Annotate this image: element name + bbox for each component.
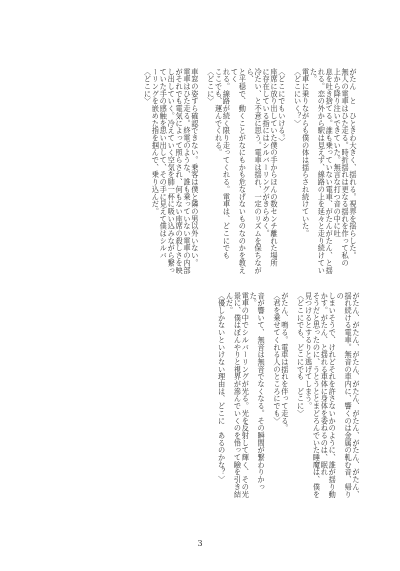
- text-line: れる。恋の外から駅は見えず、線路の上を延々と走り続けていた。: [309, 68, 327, 274]
- text-line: し出していく。冷えていく空気を肺一杯に吸い込みながら繋っ: [167, 68, 177, 274]
- text-line: がたん、がたん、がたん、がたん、がたん、がたん、がたん、: [352, 292, 361, 498]
- text-line: れる。線路が続く限り走ってくれる。電車は、どこにでも: [222, 68, 232, 260]
- text-line: 息を吐き捨てる。誰も乗っていない電車、がたんがたん、と揺: [325, 68, 335, 274]
- text-line: と平穏で、動くことがなにもかも危なげないものなのかを教えてく: [230, 68, 248, 274]
- text-line: 音が響いて、無音は無音でなくなる。その瞬間が繋わりかった。: [249, 292, 267, 491]
- dialogue-line: 〈どこにいく？〉: [293, 68, 303, 127]
- dialogue-line: 〈どこにでも、どこにでも どこに〉: [296, 292, 306, 417]
- text-line: 車窓の姿すら確認できない。乗客は僕と隣の男以外いない。: [190, 68, 200, 267]
- text-line: そうだと思ったのに、うとうととまどろんでいた睡魔は、僕を: [312, 292, 322, 498]
- text-line: んだ。: [225, 292, 235, 315]
- dialogue-line: 〈君を乗せてくれる人のところにでも〉: [272, 292, 282, 425]
- dialogue-line: 〈どこにでもいける。〉: [277, 68, 287, 146]
- text-line: 上から降り注いできていた。無言な打つ音の中に吐: [333, 68, 343, 238]
- text-block-lower: [60, 292, 360, 504]
- text-line: 電車の中でシルバーリングが光る。光を反射して輝く、その光: [241, 292, 251, 498]
- dialogue-line: 〈優しかないといけない理由は、どこに あるのかな？〉: [217, 292, 227, 484]
- text-line: ーリングを嵌めた指を掴んで、乗り込んだ。: [151, 68, 161, 215]
- text-line: 無人の電車はひた走る。時折揺れは更なる揺れを作って私の: [341, 68, 351, 267]
- dialogue-line: 〈どこに〉: [206, 68, 216, 105]
- text-line: 見つけるとするりと逃げてしまう。: [304, 292, 314, 410]
- text-line: しまいそうで、けれどそれを許さないかのように、誰が揺り動: [328, 292, 338, 498]
- text-line: 電車はひた走る。終電のような、誰も乗っていない電車の内部: [183, 68, 192, 274]
- text-line: 冷たい、と不意に思う。電車は揺れ、一定のリズムを保ちながら、: [246, 68, 264, 274]
- text-line: に存在している指にはシルバーリングがきらめく。: [262, 68, 272, 238]
- text-line: がそれでも電気によって照らされ、何もない座席の殺しさを映: [175, 68, 185, 274]
- text-line: ここでも、運んでくれる。: [214, 68, 224, 157]
- text-line: がたん、鳴る。電車は揺れを伴って走る。: [280, 292, 290, 432]
- text-block-upper: [62, 68, 357, 280]
- text-line: 揺れ続ける電車。無音の車内に、響くのは金属の軋む音、帰りの: [336, 292, 354, 498]
- text-line: 景に、僕はぼんやりと視界が滲んでいくのを悟って瞼を引き結: [233, 292, 243, 498]
- text-line: かす。がたん、と揺れる車体に身体を委ねるのは、眠れ: [320, 292, 330, 476]
- dialogue-line: 〈どこに〉: [143, 68, 153, 105]
- text-line: ていた手の感触を思い出して、その手に見えて僕はシルバ: [159, 68, 169, 260]
- text-line: がたん と ひときわ大きく、揺れる。視界を揺らした。: [349, 68, 358, 260]
- text-line: 電車に乗りながらも僕の体は揺らされ続けていた。: [301, 68, 311, 238]
- text-line: 座席に放り出していた僕の手からほんの数センチ離れた場所: [269, 68, 279, 267]
- page-number: 3: [197, 539, 203, 548]
